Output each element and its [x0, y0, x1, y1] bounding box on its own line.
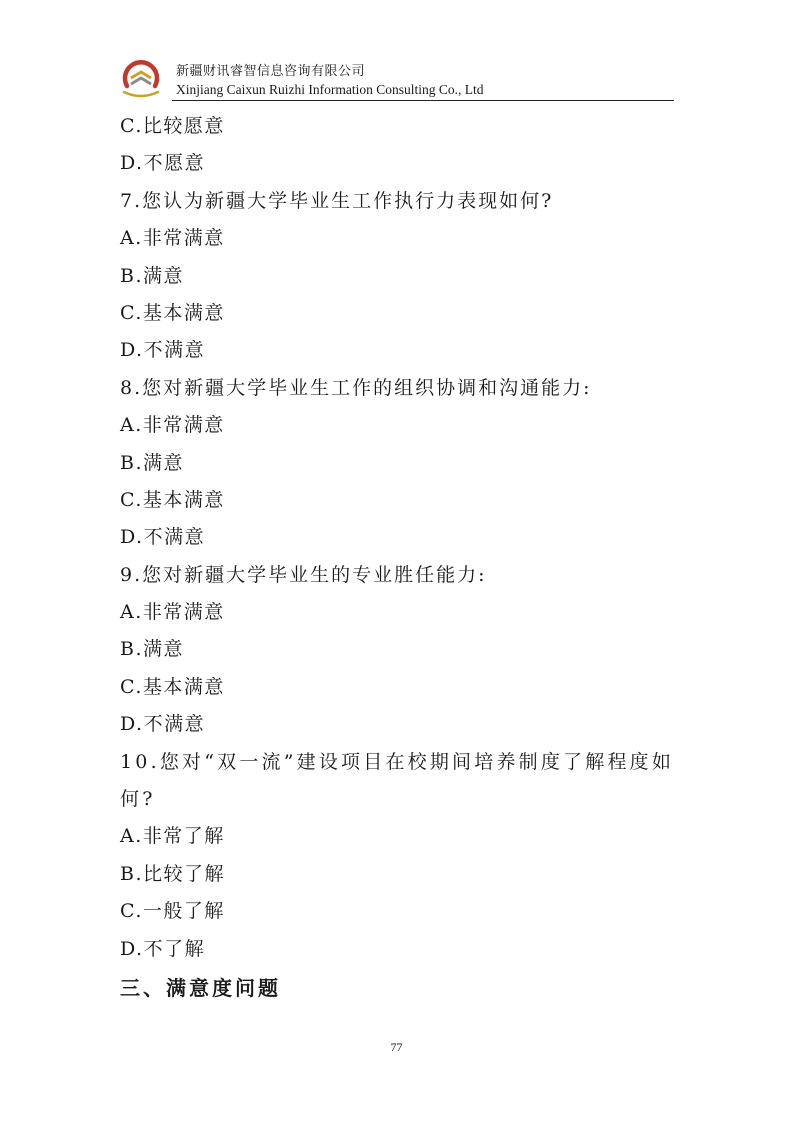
company-name-cn: 新疆财讯睿智信息咨询有限公司 — [176, 64, 366, 79]
option-line: C.一般了解 — [120, 900, 225, 923]
option-line: B.比较了解 — [120, 862, 226, 885]
page-header — [118, 54, 674, 102]
option-line: D.不了解 — [120, 937, 206, 960]
question-line: 8.您对新疆大学毕业生工作的组织协调和沟通能力: — [120, 376, 592, 399]
option-line: C.比较愿意 — [120, 115, 225, 137]
header-divider — [172, 100, 674, 101]
option-line: D.不愿意 — [120, 152, 206, 175]
option-line: A.非常了解 — [120, 825, 225, 848]
question-line: 7.您认为新疆大学毕业生工作执行力表现如何? — [120, 189, 554, 212]
option-line: A.非常满意 — [120, 227, 225, 250]
option-line: D.不满意 — [120, 713, 206, 736]
option-line: D.不满意 — [120, 339, 206, 362]
option-line: D.不满意 — [120, 526, 206, 549]
question-line: 10.您对“双一流”建设项目在校期间培养制度了解程度如何? — [120, 750, 675, 811]
question-line: 9.您对新疆大学毕业生的专业胜任能力: — [120, 563, 487, 586]
option-line: B.满意 — [120, 264, 185, 287]
document-body — [120, 108, 676, 1008]
company-logo — [118, 56, 164, 98]
section-heading: 三、满意度问题 — [120, 976, 281, 1001]
option-line: C.基本满意 — [120, 301, 225, 324]
option-line: C.基本满意 — [120, 675, 225, 698]
option-line: B.满意 — [120, 451, 185, 474]
page-number: 77 — [390, 1040, 403, 1054]
option-line: A.非常满意 — [120, 414, 225, 437]
option-line: B.满意 — [120, 638, 185, 661]
option-line: C.基本满意 — [120, 488, 225, 511]
option-line: A.非常满意 — [120, 601, 225, 624]
company-name-en: Xinjiang Caixun Ruizhi Information Consulting Co., Ltd — [176, 82, 484, 97]
